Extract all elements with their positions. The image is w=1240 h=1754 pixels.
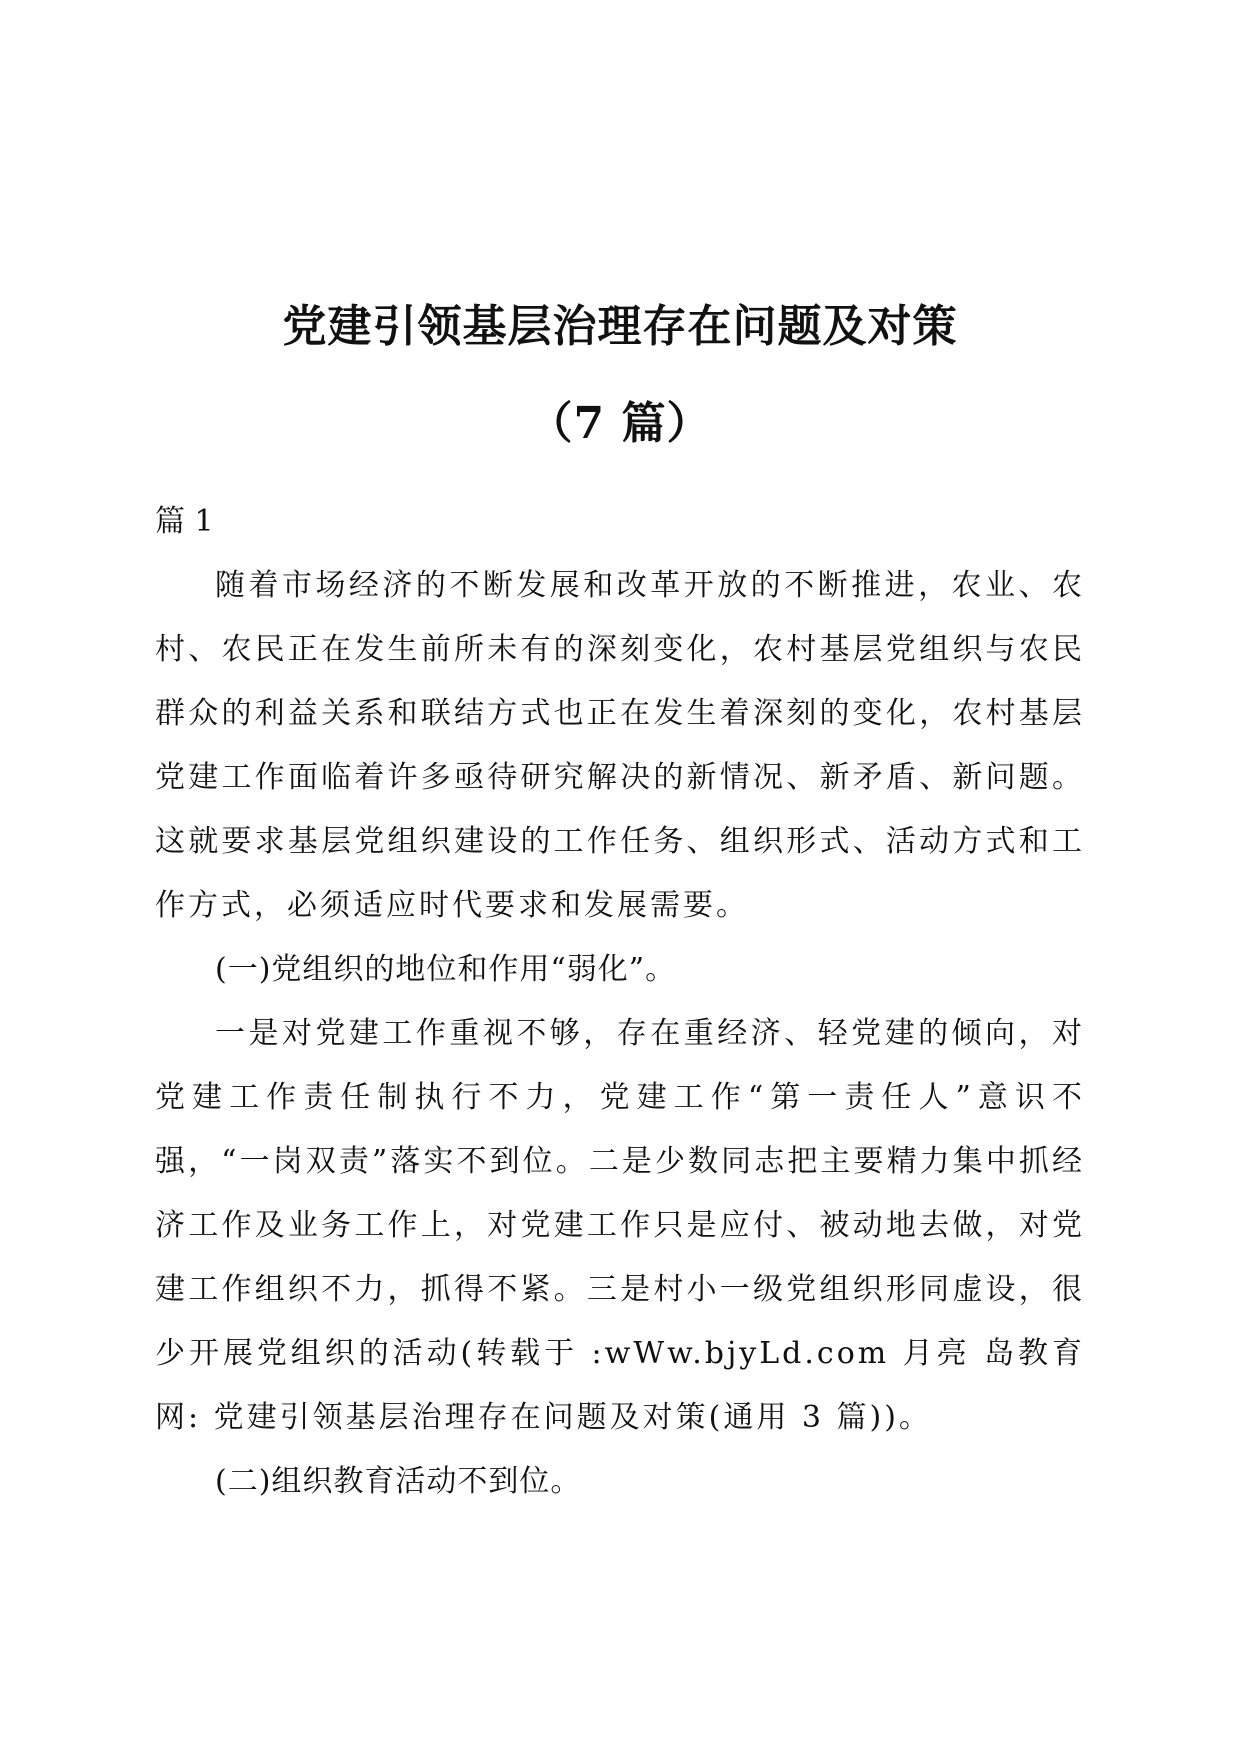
paragraph-intro: 随着市场经济的不断发展和改革开放的不断推进，农业、农村、农民正在发生前所未有的深刻变化，农村基层党组织与农民群众的利益关系和联结方式也正在发生着深刻的变化，农村基层党建工作面临着许多亟待研究解决的新情况、新矛盾、新问题。这就要求基层党组织建设的工作任务、组织形式、活动方式和工作方式，必须适应时代要求和发展需要。 [155, 568, 1085, 923]
paragraph-heading-1: (一)党组织的地位和作用“弱化”。 [215, 952, 677, 987]
section-label: 篇 1 [155, 504, 214, 539]
paragraph-problems: 一是对党建工作重视不够，存在重经济、轻党建的倾向，对党建工作责任制执行不力，党建工作“第一责任人”意识不强，“一岗双责”落实不到位。二是少数同志把主要精力集中抓经济工作及业务工作上，对党建工作只是应付、被动地去做，对党建工作组织不力，抓得不紧。三是村小一级党组织形同虚设，很少开展党组织的活动(转载于 :wWw.bjyLd.com 月亮 岛教育网: 党建引领基层治理存在问题及对策(通用 3 篇))。 [155, 1016, 1085, 1435]
paragraph-heading-2: (二)组织教育活动不到位。 [215, 1464, 582, 1499]
document-title: 党建引领基层治理存在问题及对策 [282, 301, 958, 352]
document-body [155, 490, 1085, 1514]
document-subtitle: （7 篇） [528, 398, 712, 449]
